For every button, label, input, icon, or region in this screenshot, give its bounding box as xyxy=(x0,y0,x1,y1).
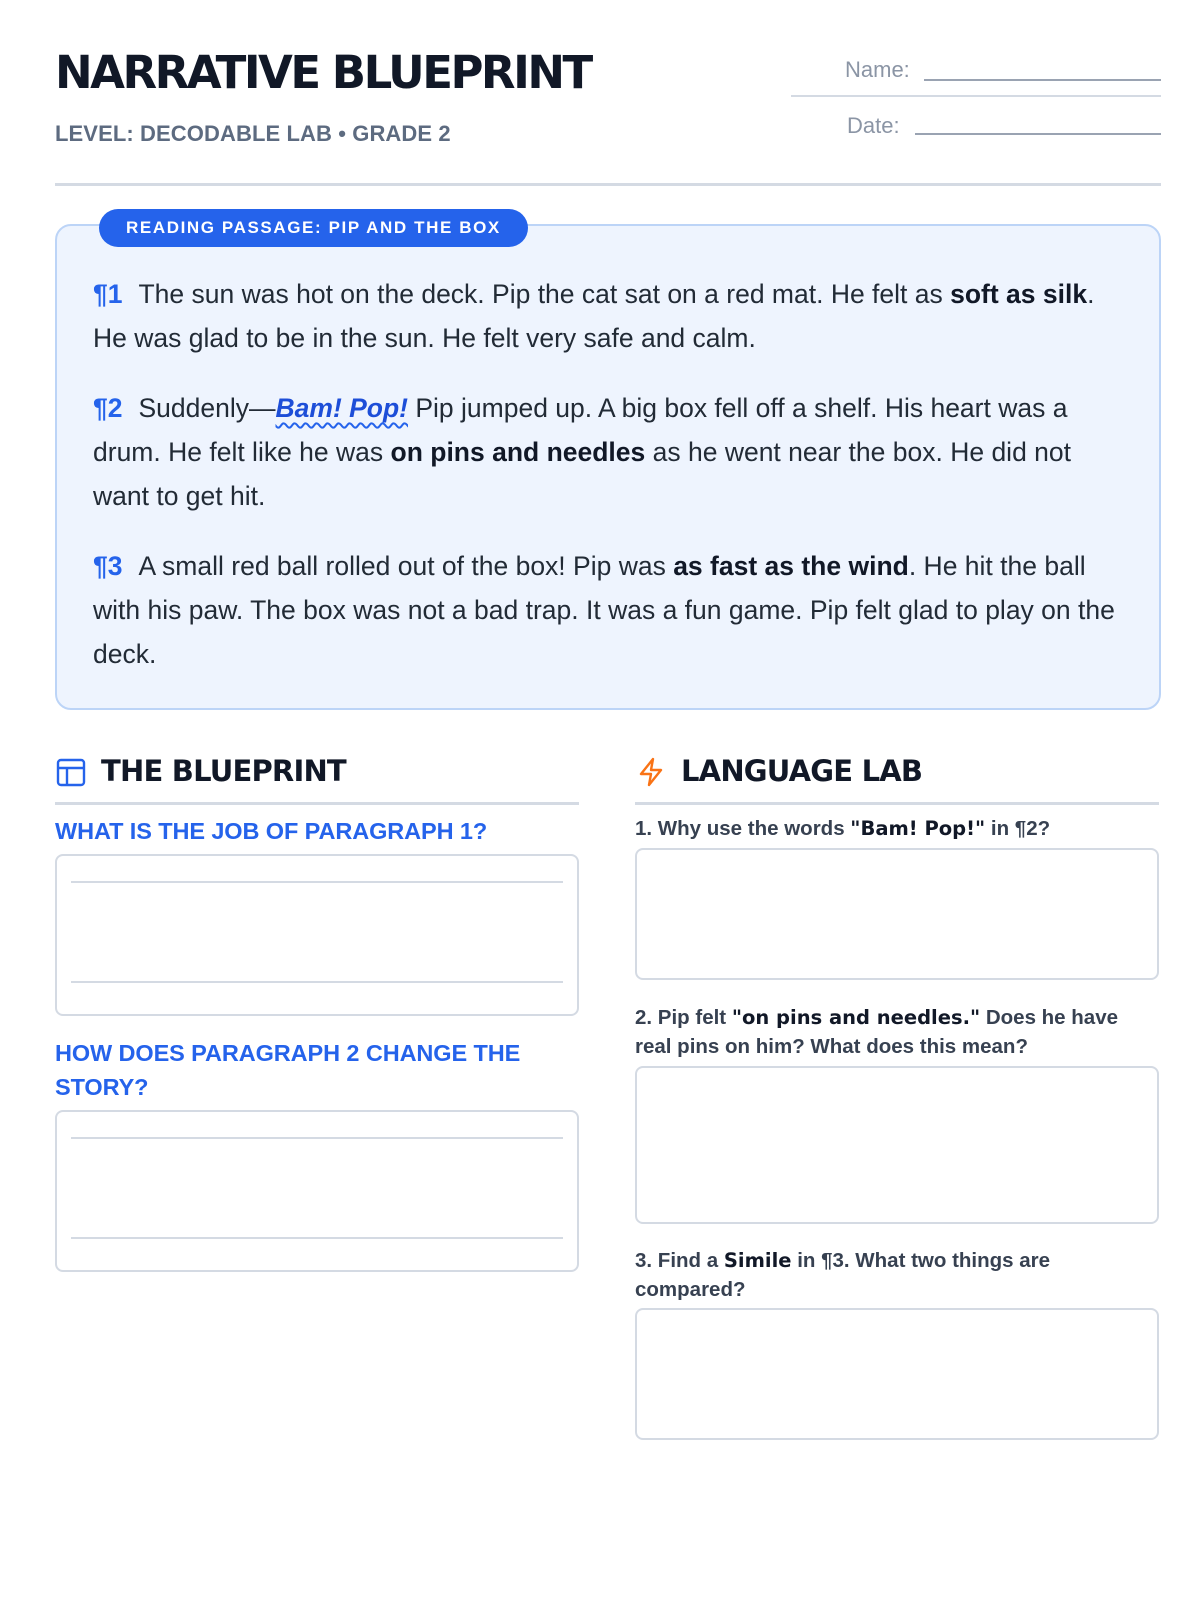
reading-passage xyxy=(55,218,1161,710)
paragraph-text: A small red ball rolled out of the box! Pip was xyxy=(138,551,674,581)
lab-answer-box-2[interactable] xyxy=(635,1066,1159,1224)
language-lab-header xyxy=(635,744,1159,805)
paragraph-number: ¶2 xyxy=(93,393,123,423)
paragraph-text: The sun was hot on the deck. Pip the cat sat on a red mat. He felt as xyxy=(138,279,951,309)
lab-question-2 xyxy=(635,1003,1155,1061)
paragraph-number: ¶1 xyxy=(93,279,123,309)
bold-phrase: on pins and needles xyxy=(390,437,646,467)
sound-word: Bam! Pop! xyxy=(275,393,408,423)
paragraph-2 xyxy=(93,386,1123,518)
name-field[interactable] xyxy=(924,79,1161,81)
lab-question-3 xyxy=(635,1246,1155,1304)
language-lab-section xyxy=(635,744,1159,1301)
answer-line xyxy=(71,1237,563,1239)
question-keyword: "on pins and needles." xyxy=(731,1006,981,1029)
answer-box-1[interactable] xyxy=(55,854,579,1016)
question-keyword: Simile xyxy=(723,1249,792,1272)
paragraph-text: . He was glad to be in the sun. He felt very safe and calm. xyxy=(93,279,1095,353)
paragraph-text: Suddenly— xyxy=(138,393,276,423)
lightning-icon xyxy=(635,756,667,788)
blueprint-heading: THE BLUEPRINT xyxy=(101,754,346,788)
lab-question-1 xyxy=(635,814,1155,843)
date-label: Date: xyxy=(847,113,900,138)
passage-tag: READING PASSAGE: PIP AND THE BOX xyxy=(99,209,528,247)
blueprint-question-1: WHAT IS THE JOB OF PARAGRAPH 1? xyxy=(55,818,488,844)
student-info xyxy=(791,55,1161,151)
page-title: NARRATIVE BLUEPRINT xyxy=(55,46,591,99)
paragraph-text: Pip jumped up. A big box fell off a shelf. His heart was a drum. He felt like he was xyxy=(93,393,1068,467)
paragraph-text: as he went near the box. He did not want to get hit. xyxy=(93,437,1072,511)
date-field[interactable] xyxy=(915,133,1161,135)
blueprint-header xyxy=(55,744,579,805)
lab-answer-box-1[interactable] xyxy=(635,848,1159,980)
question-keyword: "Bam! Pop!" xyxy=(850,817,986,840)
worksheet-page xyxy=(55,0,1161,1301)
bold-phrase: soft as silk xyxy=(950,279,1088,309)
date-row xyxy=(791,111,1161,151)
question-text: 2. Pip felt xyxy=(635,1006,732,1029)
paragraph-1 xyxy=(93,272,1123,360)
answer-box-2[interactable] xyxy=(55,1110,579,1272)
paragraph-text: . He hit the ball with his paw. The box was not a bad trap. It was a fun game. Pip felt glad to play on the deck. xyxy=(93,551,1115,669)
answer-line xyxy=(71,881,563,883)
header xyxy=(55,0,1161,186)
level-subtitle: LEVEL: DECODABLE LAB • GRADE 2 xyxy=(55,121,451,146)
blueprint-section xyxy=(55,744,579,1100)
paragraph-number: ¶3 xyxy=(93,551,123,581)
answer-line xyxy=(71,981,563,983)
name-label: Name: xyxy=(845,57,910,82)
question-text: in ¶2? xyxy=(985,817,1051,840)
bold-phrase: as fast as the wind xyxy=(673,551,909,581)
layout-icon xyxy=(55,756,87,788)
paragraph-3 xyxy=(93,544,1123,676)
question-text: in ¶3. What two things are compared? xyxy=(635,1249,1051,1301)
name-row xyxy=(791,55,1161,97)
question-text: 1. Why use the words xyxy=(635,817,851,840)
question-text: Does he have real pins on him? What does this mean? xyxy=(635,1006,1119,1058)
language-lab-heading: LANGUAGE LAB xyxy=(681,754,923,788)
answer-line xyxy=(71,1137,563,1139)
blueprint-question-2: HOW DOES PARAGRAPH 2 CHANGE THE STORY? xyxy=(55,1040,521,1100)
question-text: 3. Find a xyxy=(635,1249,724,1272)
lab-answer-box-3[interactable] xyxy=(635,1308,1159,1440)
